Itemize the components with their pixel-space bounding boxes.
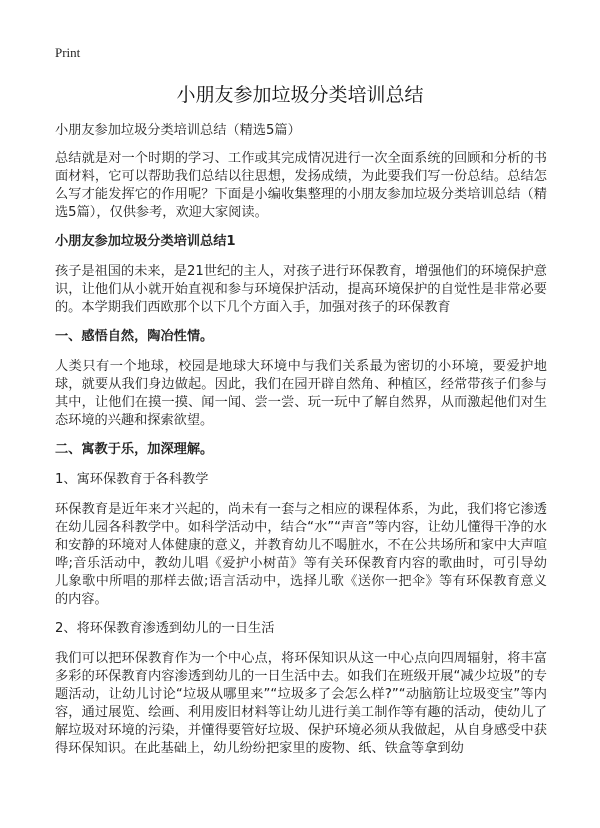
paragraph-2: 环保教育是近年来才兴起的，尚未有一套与之相应的课程体系，为此，我们将它渗透在幼儿园各科教学中。如科学活动中，结合“水”“声音”等内容，让幼儿懂得干净的水和安静的环境对人体健康的意义，并教育幼儿不喝脏水，不在公共场所和家中大声喧哗;音乐活动中，教幼儿唱《爱护小树苗》等有关环保教育内容的歌曲时，可引导幼儿象歌中所唱的那样去做;语言活动中，选择儿歌《送你一把伞》等有环保教育意义的内容。 <box>55 502 547 607</box>
section-title: 小朋友参加垃圾分类培训总结1 <box>55 234 236 249</box>
paragraph-3: 我们可以把环保教育作为一个中心点，将环保知识从这一中心点向四周辐射，将丰富多彩的环保教育内容渗透到幼儿的一日生活中去。如我们在班级开展“减少垃圾”的专题活动，让幼儿讨论“垃圾从哪里来”“垃圾多了会怎么样?”“动脑筋让垃圾变宝”等内容，通过展览、绘画、利用废旧材料等让幼儿进行美工制作等有趣的活动，使幼儿了解垃圾对环境的污染，并懂得要管好垃圾、保护环境必须从我做起，从自身感受中获得环保知识。在此基础上，幼儿纷纷把家里的废物、纸、铁盒等拿到幼 <box>55 651 547 756</box>
document-title: 小朋友参加垃圾分类培训总结 <box>176 84 424 106</box>
sub-heading-1: 1、寓环保教育于各科教学 <box>55 472 209 487</box>
section-paragraph: 孩子是祖国的未来，是21世纪的主人，对孩子进行环保教育，增强他们的环境保护意识，让他们从小就开始直视和参与环境保护活动，提高环境保护的自觉性是非常必要的。本学期我们西欧那个以下几个方面入手，加强对孩子的环保教育 <box>55 264 547 315</box>
document-body <box>55 122 547 769</box>
intro-paragraph: 总结就是对一个时期的学习、工作或其完成情况进行一次全面系统的回顾和分析的书面材料，它可以帮助我们总结以往思想，发扬成绩，为此要我们写一份总结。总结怎么写才能发挥它的作用呢？下面是小编收集整理的小朋友参加垃圾分类培训总结（精选5篇），仅供参考，欢迎大家阅读。 <box>55 151 547 220</box>
print-link[interactable]: Print <box>55 45 81 60</box>
sub-heading-2: 2、将环保教育渗透到幼儿的一日生活 <box>55 621 275 636</box>
document-subtitle: 小朋友参加垃圾分类培训总结（精选5篇） <box>55 123 301 138</box>
heading-2: 二、寓教于乐，加深理解。 <box>55 442 214 457</box>
heading-1: 一、感悟自然，陶冶性情。 <box>55 329 214 344</box>
paragraph-1: 人类只有一个地球，校园是地球大环境中与我们关系最为密切的小环境，要爱护地球，就要从我们身边做起。因此，我们在园开辟自然角、种植区，经常带孩子们参与其中，让他们在摸一摸、闻一闻、尝一尝、玩一玩中了解自然界，从而激起他们对生态环境的兴趣和探索欲望。 <box>55 359 547 428</box>
